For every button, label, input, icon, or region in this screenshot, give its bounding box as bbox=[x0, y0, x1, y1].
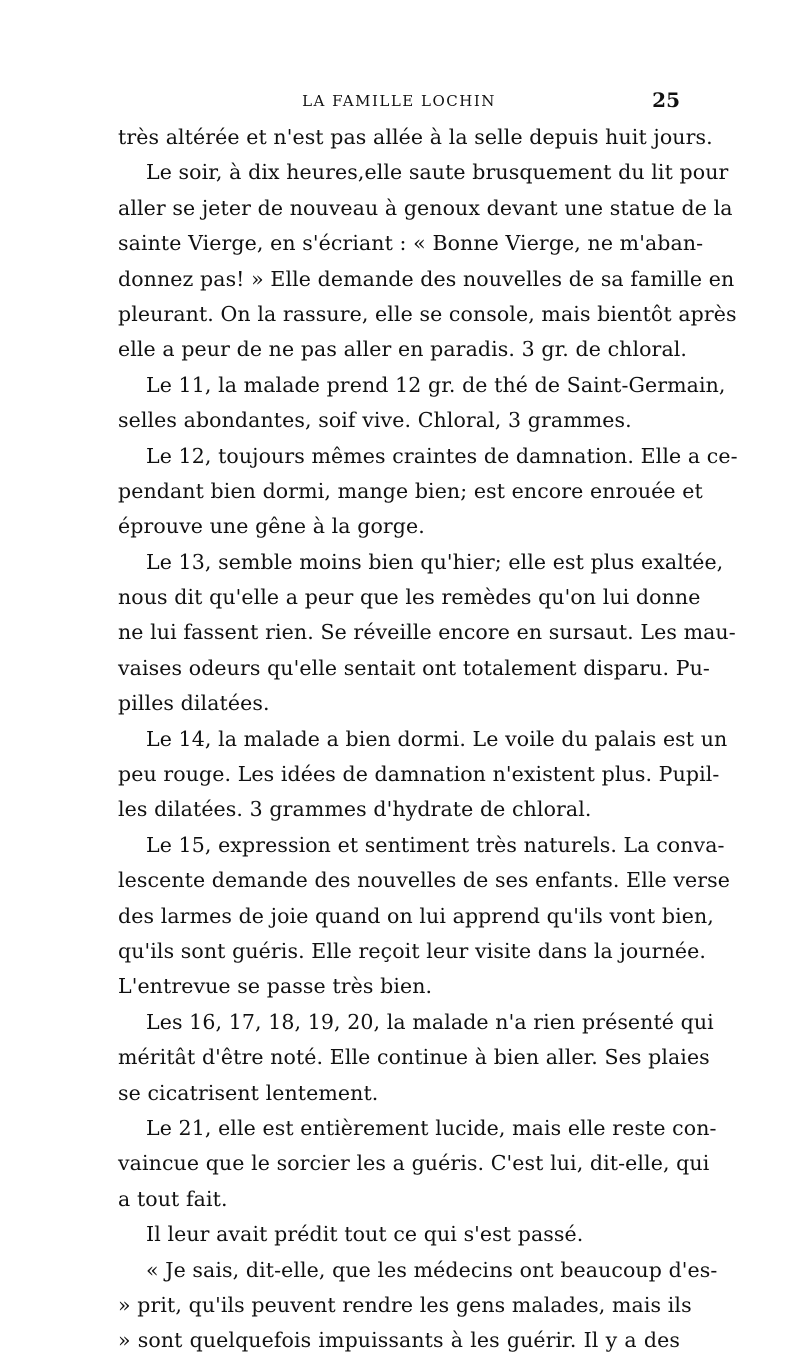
text-line: les dilatées. 3 grammes d'hydrate de chloral. bbox=[118, 797, 592, 822]
text-line: sainte Vierge, en s'écriant : « Bonne Vierge, ne m'aban- bbox=[118, 231, 704, 256]
text-line: pleurant. On la rassure, elle se console, mais bientôt après bbox=[118, 301, 737, 326]
text-line: ne lui fassent rien. Se réveille encore en sursaut. Les mau- bbox=[118, 620, 736, 645]
text-line: Le 11, la malade prend 12 gr. de thé de Saint-Germain, bbox=[146, 372, 726, 397]
text-line: Le 13, semble moins bien qu'hier; elle est plus exaltée, bbox=[146, 549, 724, 574]
text-line: Les 16, 17, 18, 19, 20, la malade n'a rien présenté qui bbox=[146, 1009, 714, 1034]
text-line: lescente demande des nouvelles de ses enfants. Elle verse bbox=[118, 868, 731, 893]
text-line: très altérée et n'est pas allée à la selle depuis huit jours. bbox=[118, 125, 713, 149]
text-line: nous dit qu'elle a peur que les remèdes qu'on lui donne bbox=[118, 585, 701, 610]
book-page bbox=[118, 88, 738, 1359]
text-line: aller se jeter de nouveau à genoux devant une statue de la bbox=[118, 195, 733, 220]
text-line: pilles dilatées. bbox=[118, 691, 270, 716]
text-line: donnez pas! » Elle demande des nouvelles de sa famille en bbox=[118, 266, 735, 291]
text-line: Le 21, elle est entièrement lucide, mais elle reste con- bbox=[146, 1115, 717, 1140]
text-line: Le 12, toujours mêmes craintes de damnation. Elle a ce- bbox=[146, 443, 738, 468]
page-number: 25 bbox=[652, 88, 680, 112]
text-line: Le soir, à dix heures,elle saute brusquement du lit pour bbox=[146, 160, 729, 185]
text-line: des larmes de joie quand on lui apprend qu'ils vont bien, bbox=[118, 903, 714, 928]
text-line: L'entrevue se passe très bien. bbox=[118, 974, 433, 999]
text-line: Le 15, expression et sentiment très naturels. La conva- bbox=[146, 832, 725, 857]
text-line: elle a peur de ne pas aller en paradis. 3 gr. de chloral. bbox=[118, 337, 688, 362]
text-line: a tout fait. bbox=[118, 1186, 228, 1211]
text-line: pendant bien dormi, mange bien; est encore enrouée et bbox=[118, 478, 703, 503]
text-line: Le 14, la malade a bien dormi. Le voile du palais est un bbox=[146, 726, 728, 751]
text-line: éprouve une gêne à la gorge. bbox=[118, 514, 425, 539]
text-line: selles abondantes, soif vive. Chloral, 3 grammes. bbox=[118, 408, 632, 433]
text-line: vaincue que le sorcier les a guéris. C'est lui, dit-elle, qui bbox=[118, 1151, 710, 1176]
text-line: se cicatrisent lentement. bbox=[118, 1080, 379, 1105]
text-line: » sont quelquefois impuissants à les guérir. Il y a des bbox=[118, 1328, 680, 1353]
running-head bbox=[118, 88, 680, 114]
text-line: Il leur avait prédit tout ce qui s'est passé. bbox=[146, 1222, 584, 1247]
running-title: LA FAMILLE LOCHIN bbox=[302, 92, 496, 110]
text-line: » prit, qu'ils peuvent rendre les gens malades, mais ils bbox=[118, 1292, 692, 1317]
text-line: méritât d'être noté. Elle continue à bien aller. Ses plaies bbox=[118, 1045, 710, 1070]
text-line: qu'ils sont guéris. Elle reçoit leur visite dans la journée. bbox=[118, 938, 706, 963]
text-line: « Je sais, dit-elle, que les médecins ont beaucoup d'es- bbox=[146, 1257, 718, 1282]
text-line: vaises odeurs qu'elle sentait ont totalement disparu. Pu- bbox=[118, 655, 710, 680]
body-text bbox=[118, 120, 738, 1359]
text-line: peu rouge. Les idées de damnation n'existent plus. Pupil- bbox=[118, 762, 720, 787]
